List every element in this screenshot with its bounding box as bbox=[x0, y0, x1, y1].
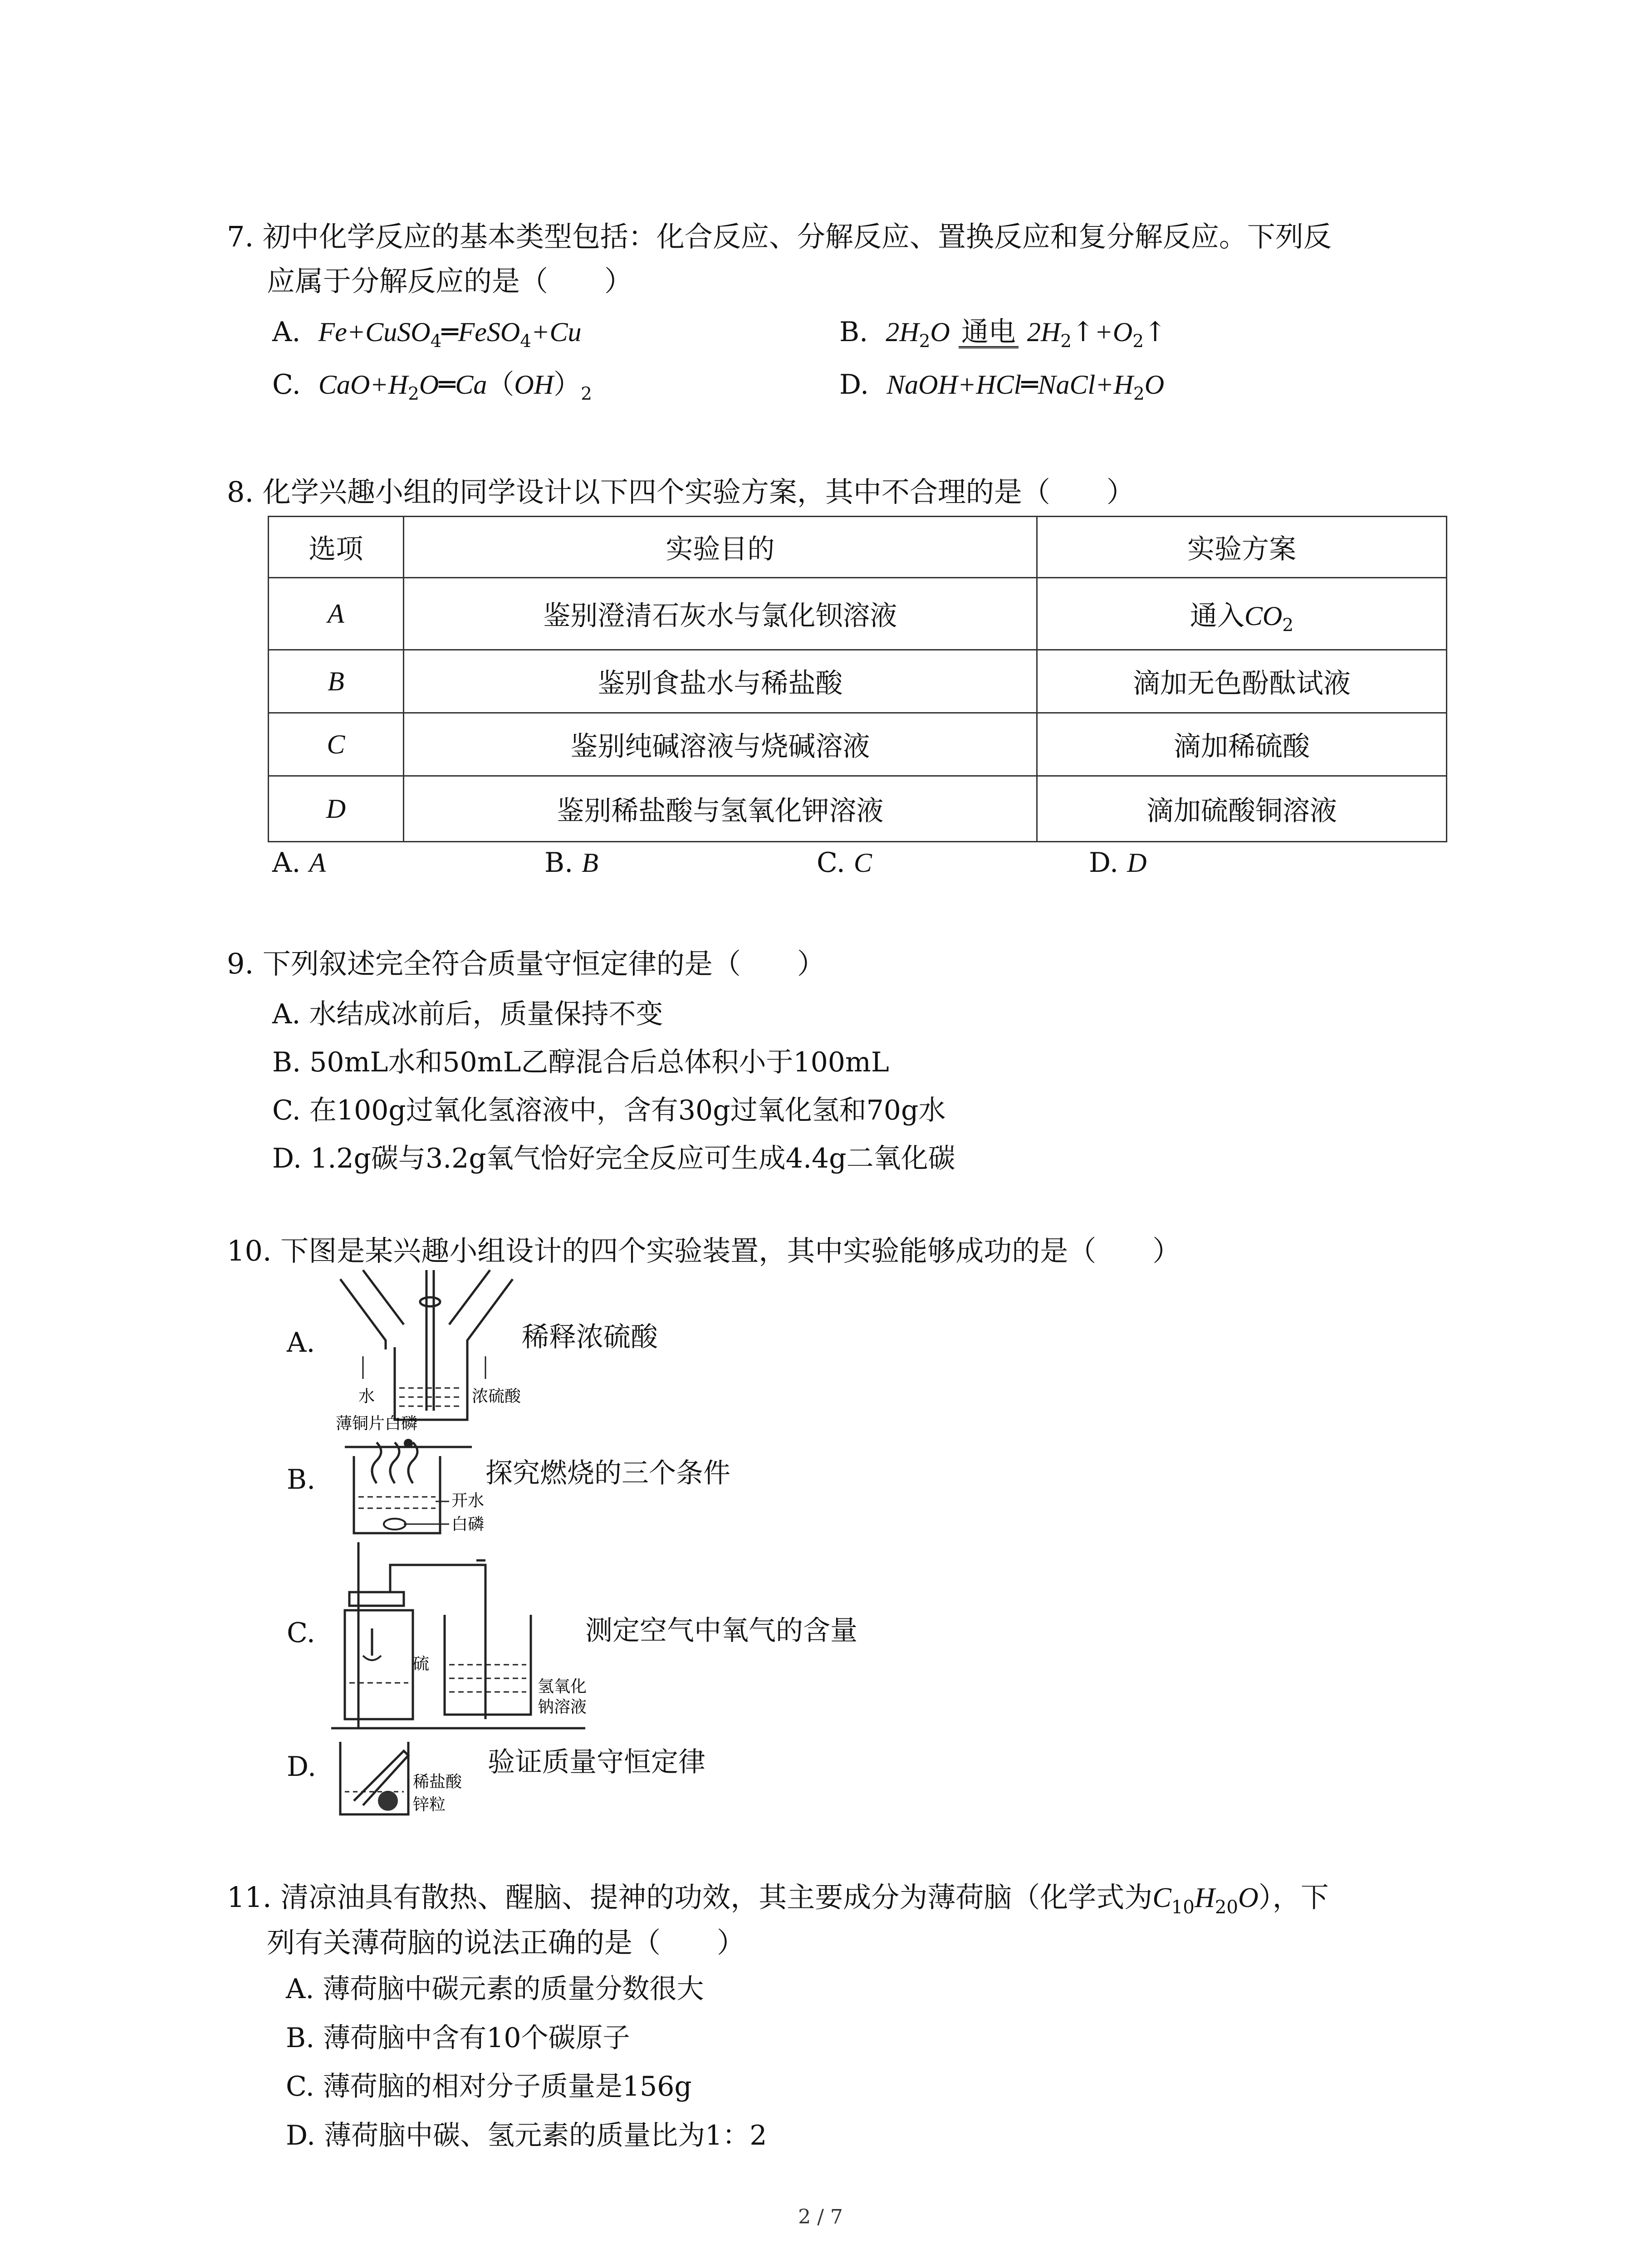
page-number: 2 / 7 bbox=[798, 2205, 843, 2229]
table-cell-option: B bbox=[269, 650, 404, 713]
q10-option-b-text: 探究燃烧的三个条件 bbox=[485, 1457, 730, 1489]
q10-option-c-text: 测定空气中氧气的含量 bbox=[585, 1615, 857, 1647]
combustion-apparatus-figure bbox=[327, 1411, 508, 1547]
q7-option-b-equation: $2H_2O$ 通电 $2H_2↑+O_2↑$ bbox=[886, 316, 1167, 352]
table-cell-plan: 滴加无色酚酞试液 bbox=[1037, 650, 1447, 713]
q9-option-d[interactable]: D. 1.2g碳与3.2g氧气恰好完全反应可生成4.4g二氧化碳 bbox=[272, 1143, 955, 1174]
q7-option-d-label: D. bbox=[839, 369, 869, 401]
table-row bbox=[269, 650, 1447, 713]
q8-option-a[interactable] bbox=[272, 845, 326, 881]
table-row bbox=[269, 776, 1447, 842]
q7-option-a-label: A. bbox=[272, 316, 301, 348]
q10-option-a-text: 稀释浓硫酸 bbox=[522, 1321, 658, 1353]
q7-option-b-condition: 通电 bbox=[959, 318, 1019, 348]
q11-option-a[interactable]: A. 薄荷脑中碳元素的质量分数很大 bbox=[286, 1973, 704, 2005]
q10-option-a-label[interactable]: A. bbox=[287, 1327, 315, 1359]
q11-option-b[interactable]: B. 薄荷脑中含有10个碳原子 bbox=[286, 2022, 630, 2054]
label-copper-sheet-white-phosphorus: 薄铜片白磷 bbox=[336, 1414, 418, 1433]
q8-option-d[interactable] bbox=[1089, 845, 1146, 881]
q9-option-a[interactable]: A. 水结成冰前后，质量保持不变 bbox=[272, 998, 663, 1030]
q8-option-c-value: C bbox=[853, 848, 872, 878]
q7-option-c-label: C. bbox=[272, 369, 301, 401]
q7-option-c-equation: $CaO+H_2O═Ca(OH)_2$ bbox=[318, 369, 592, 405]
q7-option-a[interactable] bbox=[272, 314, 582, 350]
table-header-cell: 实验目的 bbox=[403, 517, 1037, 578]
table-cell-plan: 滴加稀硫酸 bbox=[1037, 713, 1447, 776]
label-sulfur: 硫 bbox=[413, 1655, 430, 1673]
table-cell-plan: 滴加硫酸铜溶液 bbox=[1037, 776, 1447, 842]
q8-table bbox=[268, 516, 1447, 842]
q9-stem: 9. 下列叙述完全符合质量守恒定律的是（ ） bbox=[227, 947, 825, 980]
label-white-phosphorus: 白磷 bbox=[451, 1515, 485, 1534]
table-cell-option: A bbox=[269, 578, 404, 650]
q7-option-c[interactable] bbox=[272, 367, 592, 403]
oxygen-content-apparatus-figure bbox=[331, 1538, 603, 1737]
q9-option-b[interactable]: B. 50mL水和50mL乙醇混合后总体积小于100mL bbox=[272, 1046, 889, 1078]
label-concentrated-sulfuric-acid: 浓硫酸 bbox=[472, 1387, 521, 1406]
q8-option-b-label: B. bbox=[544, 847, 573, 879]
q8-option-d-label: D. bbox=[1089, 847, 1119, 879]
q8-option-c[interactable] bbox=[817, 845, 872, 881]
table-cell-goal: 鉴别澄清石灰水与氯化钡溶液 bbox=[403, 578, 1037, 650]
q10-option-b-label[interactable]: B. bbox=[287, 1464, 316, 1496]
table-header-cell: 选项 bbox=[269, 517, 404, 578]
label-dilute-hydrochloric-acid: 稀盐酸 bbox=[413, 1773, 462, 1791]
table-cell-goal: 鉴别食盐水与稀盐酸 bbox=[403, 650, 1037, 713]
q7-option-b[interactable] bbox=[839, 314, 1166, 350]
q7-option-a-equation: Fe+CuSO$_4$═FeSO$_4$+Cu bbox=[318, 316, 582, 352]
mass-conservation-apparatus-figure bbox=[336, 1733, 490, 1823]
q8-stem: 8. 化学兴趣小组的同学设计以下四个实验方案，其中不合理的是（ ） bbox=[227, 475, 1135, 508]
q11-stem-line1: 11. 清凉油具有散热、醒脑、提神的功效，其主要成分为薄荷脑（化学式为$C_{10}H_{20}O$），下 bbox=[227, 1881, 1329, 1918]
q8-option-a-label: A. bbox=[272, 847, 301, 879]
q10-option-d-text: 验证质量守恒定律 bbox=[488, 1746, 705, 1778]
table-cell-goal: 鉴别纯碱溶液与烧碱溶液 bbox=[403, 713, 1037, 776]
q10-stem: 10. 下图是某兴趣小组设计的四个实验装置，其中实验能够成功的是（ ） bbox=[227, 1234, 1181, 1267]
table-cell-option: D bbox=[269, 776, 404, 842]
table-cell-plan: 通入$CO_2$ bbox=[1037, 578, 1447, 650]
q8-option-d-value: D bbox=[1127, 848, 1147, 878]
table-header-row bbox=[269, 517, 1447, 578]
label-sodium-hydroxide-2: 钠溶液 bbox=[538, 1698, 587, 1716]
q7-option-d-equation: $NaOH+HCl═NaCl+H_2O$ bbox=[887, 369, 1165, 405]
table-row bbox=[269, 713, 1447, 776]
table-cell-goal: 鉴别稀盐酸与氢氧化钾溶液 bbox=[403, 776, 1037, 842]
q10-option-c-label[interactable]: C. bbox=[287, 1617, 315, 1649]
q7-option-d[interactable] bbox=[839, 367, 1164, 403]
label-zinc-granules: 锌粒 bbox=[413, 1795, 446, 1814]
q7-stem-line1: 7. 初中化学反应的基本类型包括：化合反应、分解反应、置换反应和复分解反应。下列反 bbox=[227, 220, 1332, 253]
q9-option-c[interactable]: C. 在100g过氧化氢溶液中，含有30g过氧化氢和70g水 bbox=[272, 1095, 946, 1126]
q7-stem-line2: 应属于分解反应的是（ ） bbox=[267, 264, 633, 298]
q11-stem-line2: 列有关薄荷脑的说法正确的是（ ） bbox=[267, 1926, 745, 1959]
dilution-apparatus-figure bbox=[331, 1266, 531, 1429]
q8-option-a-value: A bbox=[309, 848, 326, 878]
q11-option-c[interactable]: C. 薄荷脑的相对分子质量是156g bbox=[286, 2071, 692, 2102]
q8-option-c-label: C. bbox=[817, 847, 845, 879]
table-cell-option: C bbox=[269, 713, 404, 776]
q8-option-b-value: B bbox=[582, 848, 598, 878]
q7-option-b-label: B. bbox=[839, 316, 868, 348]
q10-option-d-label[interactable]: D. bbox=[287, 1751, 317, 1783]
table-header-cell: 实验方案 bbox=[1037, 517, 1447, 578]
table-row bbox=[269, 578, 1447, 650]
label-water: 水 bbox=[358, 1387, 375, 1406]
label-boiling-water: 开水 bbox=[451, 1491, 485, 1510]
q11-option-d[interactable]: D. 薄荷脑中碳、氢元素的质量比为1：2 bbox=[286, 2120, 767, 2151]
label-sodium-hydroxide-1: 氢氧化 bbox=[538, 1677, 587, 1696]
q8-option-b[interactable] bbox=[544, 845, 598, 881]
